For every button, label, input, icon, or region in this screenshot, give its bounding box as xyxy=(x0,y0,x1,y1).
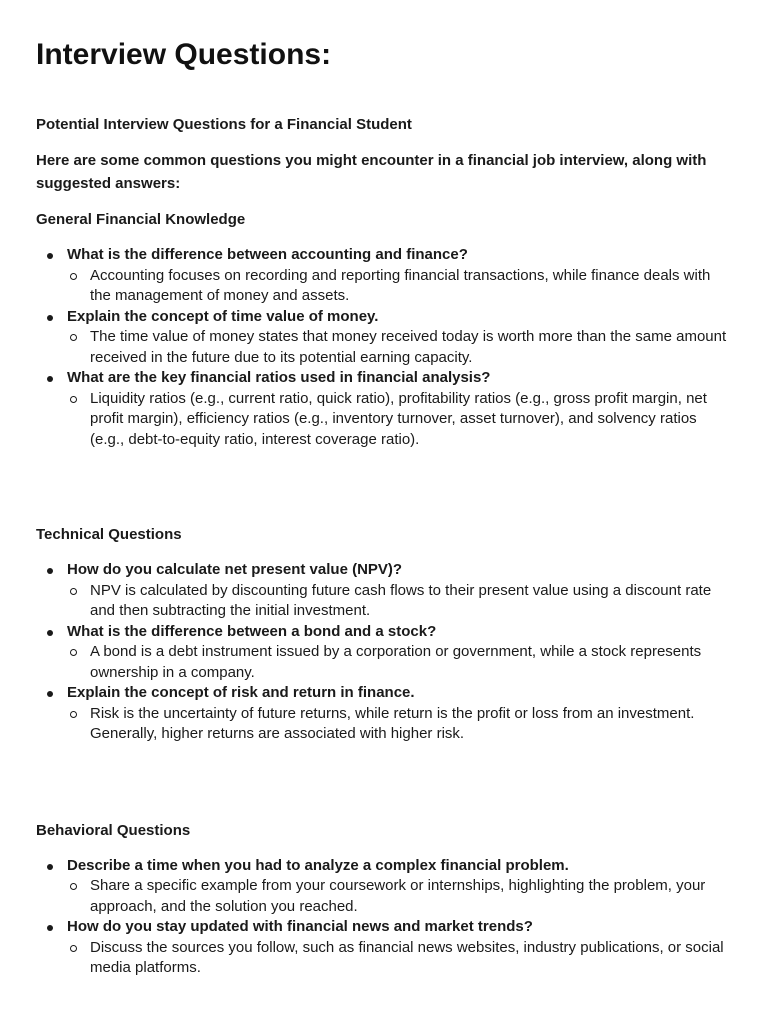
answer xyxy=(36,266,732,307)
answer-text: Liquidity ratios (e.g., current ratio, quick ratio), profitability ratios (e.g., gross profit margin, net profit margin), efficiency ratios (e.g., inventory turnover, asset turnover), and solvency ratios (e.g., debt-to-equity ratio, interest coverage ratio). xyxy=(90,389,707,448)
question xyxy=(36,856,732,877)
bullet-icon xyxy=(47,691,53,697)
answer-text: Share a specific example from your coursework or internships, highlighting the problem, your approach, and the solution you reached. xyxy=(90,877,706,915)
hollow-bullet-icon xyxy=(70,396,77,403)
page-title: Interview Questions: xyxy=(36,38,332,71)
answer-text: Accounting focuses on recording and reporting financial transactions, while finance deals with the management of money and assets. xyxy=(90,266,711,304)
question-text: What is the difference between accounting and finance? xyxy=(67,246,468,263)
answer xyxy=(36,704,732,745)
hollow-bullet-icon xyxy=(70,334,77,341)
hollow-bullet-icon xyxy=(70,711,77,718)
bullet-icon xyxy=(47,568,53,574)
question-text: Explain the concept of time value of money. xyxy=(67,307,379,325)
list-item xyxy=(36,560,732,622)
section-behavioral-questions xyxy=(36,819,732,979)
section-heading: General Financial Knowledge xyxy=(36,211,246,228)
intro-paragraph: Here are some common questions you might encounter in a financial job interview, along with suggested answers: xyxy=(36,152,707,192)
list-item xyxy=(36,917,732,979)
bullet-icon xyxy=(47,376,53,382)
list-item xyxy=(36,245,732,307)
answer-text: Risk is the uncertainty of future returns, while return is the profit or loss from an investment. Generally, higher returns are associated with higher risk. xyxy=(90,704,695,742)
question-list xyxy=(36,856,732,979)
answer xyxy=(36,581,732,622)
question xyxy=(36,368,732,389)
hollow-bullet-icon xyxy=(70,273,77,280)
question-text: Describe a time when you had to analyze a complex financial problem. xyxy=(67,856,569,874)
list-item xyxy=(36,307,732,369)
question-text: What is the difference between a bond and a stock? xyxy=(67,622,437,640)
bullet-icon xyxy=(47,925,53,931)
answer xyxy=(36,642,732,683)
answer-text: A bond is a debt instrument issued by a corporation or government, while a stock represents ownership in a company. xyxy=(90,643,702,681)
question-text: How do you calculate net present value (NPV)? xyxy=(67,561,403,578)
bullet-icon xyxy=(47,315,53,321)
section-technical-questions xyxy=(36,523,732,745)
list-item xyxy=(36,622,732,684)
question-text: Explain the concept of risk and return in finance. xyxy=(67,684,415,701)
question xyxy=(36,560,732,581)
hollow-bullet-icon xyxy=(70,649,77,656)
question xyxy=(36,307,732,328)
answer-text: The time value of money states that money received today is worth more than the same amount received in the future due to its potential earning capacity. xyxy=(90,328,727,366)
answer xyxy=(36,876,732,917)
question xyxy=(36,683,732,704)
section-general-financial-knowledge xyxy=(36,208,732,450)
bullet-icon xyxy=(47,630,53,636)
question-text: What are the key financial ratios used in financial analysis? xyxy=(67,369,491,386)
answer xyxy=(36,389,732,451)
list-item xyxy=(36,856,732,918)
hollow-bullet-icon xyxy=(70,945,77,952)
question-text: How do you stay updated with financial news and market trends? xyxy=(67,918,533,935)
hollow-bullet-icon xyxy=(70,883,77,890)
section-heading: Technical Questions xyxy=(36,526,182,543)
question-list xyxy=(36,560,732,745)
bullet-icon xyxy=(47,864,53,870)
answer-text: NPV is calculated by discounting future cash flows to their present value using a discount rate and then subtracting the initial investment. xyxy=(90,581,712,619)
list-item xyxy=(36,683,732,745)
document-subtitle: Potential Interview Questions for a Financial Student xyxy=(36,116,412,133)
answer-text: Discuss the sources you follow, such as financial news websites, industry publications, or social media platforms. xyxy=(90,938,724,976)
question xyxy=(36,917,732,938)
answer xyxy=(36,327,732,368)
list-item xyxy=(36,368,732,450)
question xyxy=(36,245,732,266)
bullet-icon xyxy=(47,253,53,259)
question xyxy=(36,622,732,643)
answer xyxy=(36,938,732,979)
section-heading: Behavioral Questions xyxy=(36,821,191,839)
hollow-bullet-icon xyxy=(70,588,77,595)
question-list xyxy=(36,245,732,450)
